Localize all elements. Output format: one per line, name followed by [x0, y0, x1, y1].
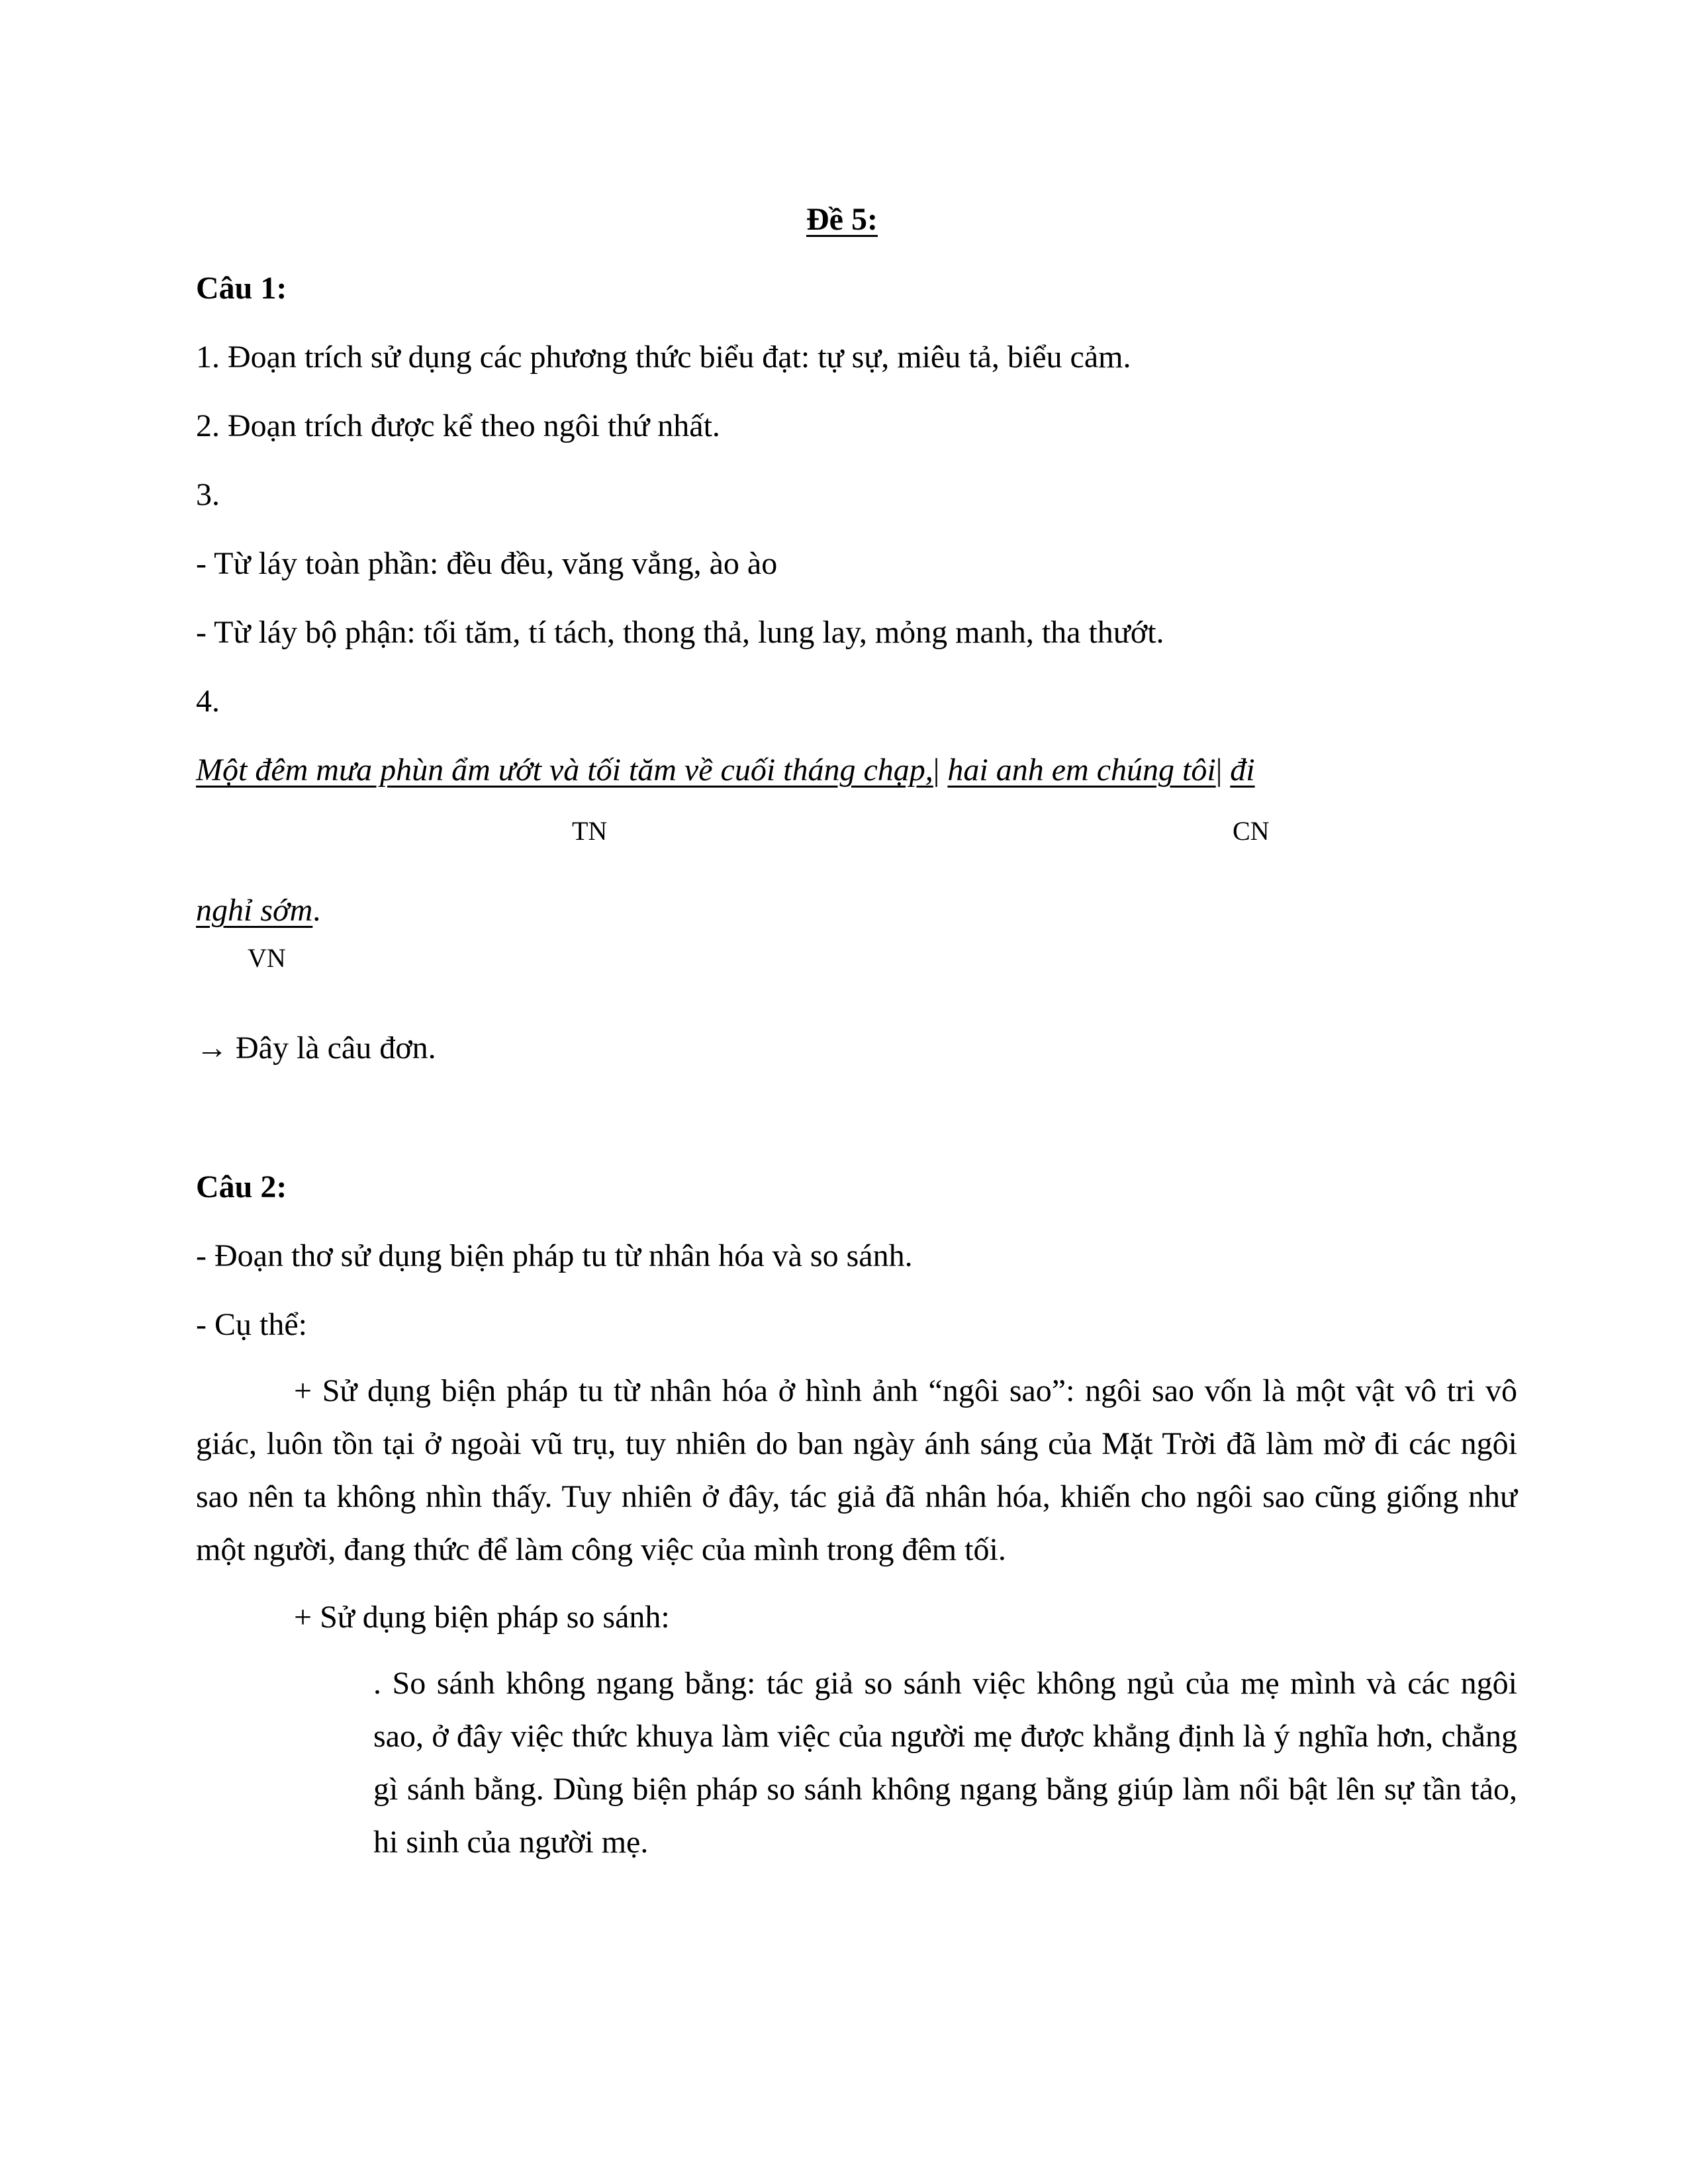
cau1-conclusion: → Đây là câu đơn. — [196, 1030, 436, 1066]
cau1-line-4: 4. — [196, 684, 220, 719]
cau2-title: Câu 2: — [196, 1169, 287, 1205]
analyzed-sentence — [196, 754, 1255, 786]
cau1-line-3a: - Từ láy toàn phần: đều đều, văng vẳng, ào ào — [196, 546, 778, 581]
cau2-comparison-intro: + Sử dụng biện pháp so sánh: — [294, 1600, 670, 1635]
sentence-tn: Một đêm mưa phùn ẩm ướt và tối tăm về cuối tháng chạp, — [196, 752, 933, 788]
cau1-line-1: 1. Đoạn trích sử dụng các phương thức biểu đạt: tự sự, miêu tả, biểu cảm. — [196, 340, 1131, 375]
sentence-vn-part1: đi — [1230, 752, 1255, 788]
cau2-line-1: - Đoạn thơ sử dụng biện pháp tu từ nhân hóa và so sánh. — [196, 1238, 913, 1273]
label-vn: VN — [248, 943, 286, 973]
sentence-cn: hai anh em chúng tôi — [947, 752, 1216, 788]
sentence-separator-2: | — [1215, 752, 1223, 788]
cau1-line-3b: - Từ láy bộ phận: tối tăm, tí tách, thong thả, lung lay, mỏng manh, tha thướt. — [196, 615, 1164, 650]
sentence-separator-1: | — [933, 752, 940, 788]
page-heading: Đề 5: — [806, 202, 878, 237]
label-cn: CN — [1233, 816, 1270, 846]
cau1-line-2: 2. Đoạn trích được kể theo ngôi thứ nhất. — [196, 408, 720, 443]
cau1-title: Câu 1: — [196, 271, 287, 306]
cau2-personification-paragraph: + Sử dụng biện pháp tu từ nhân hóa ở hình ảnh “ngôi sao”: ngôi sao vốn là một vật vô tri vô giác, luôn tồn tại ở ngoài vũ trụ, tuy nhiên do ban ngày ánh sáng của Mặt Trời đã làm mờ đi các ngôi sao nên ta không nhìn thấy. Tuy nhiên ở đây, tác giả đã nhân hóa, khiến cho ngôi sao cũng giống như một người, đang thức để làm công việc của mình trong đêm tối. — [196, 1373, 1517, 1567]
sentence-vn-part2: nghỉ sớm — [196, 893, 313, 928]
sentence-end: . — [312, 893, 321, 928]
cau2-comparison-paragraph: . So sánh không ngang bằng: tác giả so sánh việc không ngủ của mẹ mình và các ngôi sao, ở đây việc thức khuya làm việc của người mẹ được khẳng định là ý nghĩa hơn, chẳng gì sánh bằng. Dùng biện pháp so sánh không ngang bằng giúp làm nổi bật lên sự tần tảo, hi sinh của người mẹ. — [373, 1666, 1517, 1860]
cau2-line-2: - Cụ thể: — [196, 1307, 307, 1342]
sentence-continuation — [196, 895, 320, 927]
cau1-line-3: 3. — [196, 477, 220, 512]
label-tn: TN — [572, 816, 608, 846]
